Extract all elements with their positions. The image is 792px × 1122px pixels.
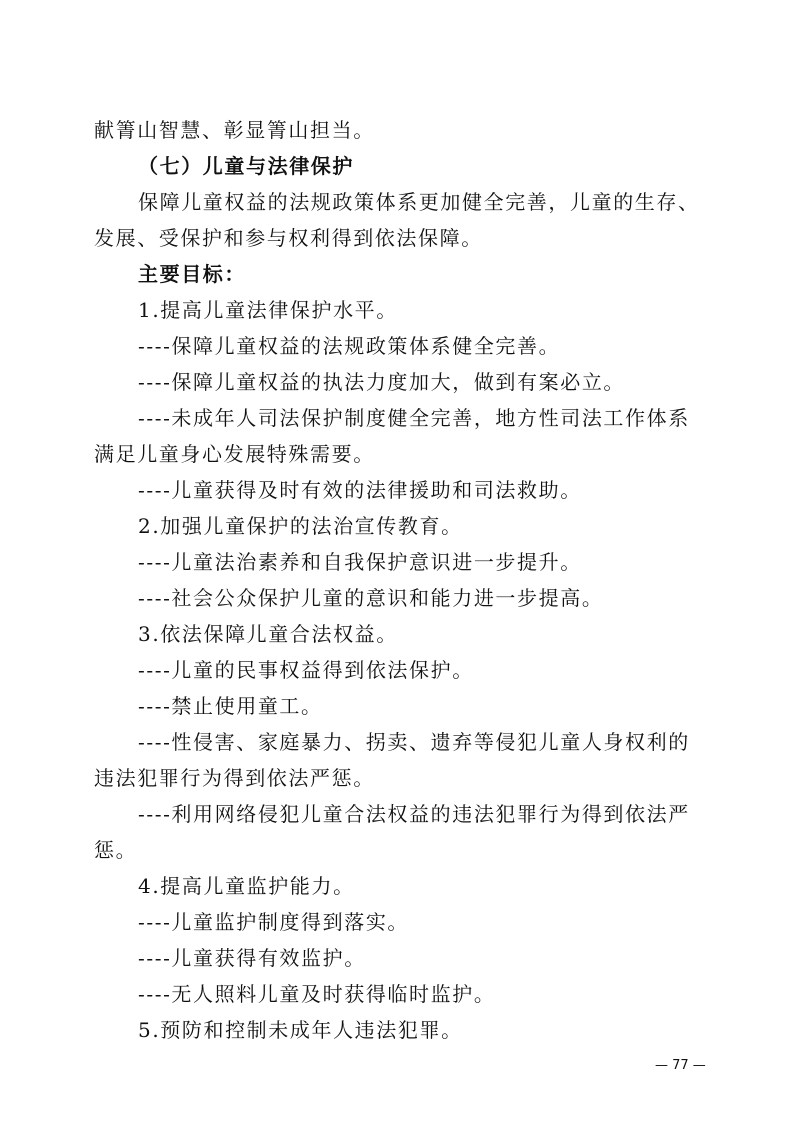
paragraph-line: 发展、受保护和参与权利得到依法保障。 [94,226,483,250]
numbered-item: 4.提高儿童监护能力。 [138,874,355,898]
list-item: ----无人照料儿童及时获得临时监护。 [138,982,496,1006]
paragraph-line: 献箐山智慧、彰显箐山担当。 [94,118,375,142]
list-item: ----禁止使用童工。 [138,694,323,718]
list-item: ----儿童获得有效监护。 [138,946,366,970]
list-item: ----保障儿童权益的执法力度加大，做到有案必立。 [138,370,626,394]
subheading-main-goals: 主要目标： [138,262,246,286]
list-item: ----社会公众保护儿童的意识和能力进一步提高。 [138,586,604,610]
paragraph-line: 保障儿童权益的法规政策体系更加健全完善，儿童的生存、 [138,190,700,214]
list-item: ----儿童监护制度得到落实。 [138,910,410,934]
list-item: ----利用网络侵犯儿童合法权益的违法犯罪行为得到依法严 [138,802,690,826]
section-heading: （七）儿童与法律保护 [138,154,354,178]
numbered-item: 5.预防和控制未成年人违法犯罪。 [138,1018,463,1042]
numbered-item: 3.依法保障儿童合法权益。 [138,622,398,646]
numbered-item: 1.提高儿童法律保护水平。 [138,298,398,322]
list-item: ----性侵害、家庭暴力、拐卖、遗弃等侵犯儿童人身权利的 [138,730,690,754]
list-item: ----儿童的民事权益得到依法保护。 [138,658,474,682]
list-item: ----儿童法治素养和自我保护意识进一步提升。 [138,550,582,574]
page-number: — 77 — [655,1058,706,1073]
list-item-continuation: 违法犯罪行为得到依法严惩。 [94,766,375,790]
list-item-continuation: 满足儿童身心发展特殊需要。 [94,442,375,466]
list-item: ----保障儿童权益的法规政策体系健全完善。 [138,334,561,358]
list-item: ----儿童获得及时有效的法律援助和司法救助。 [138,478,582,502]
list-item: ----未成年人司法保护制度健全完善，地方性司法工作体系 [138,406,690,430]
list-item-continuation: 惩。 [94,838,138,862]
numbered-item: 2.加强儿童保护的法治宣传教育。 [138,514,463,538]
